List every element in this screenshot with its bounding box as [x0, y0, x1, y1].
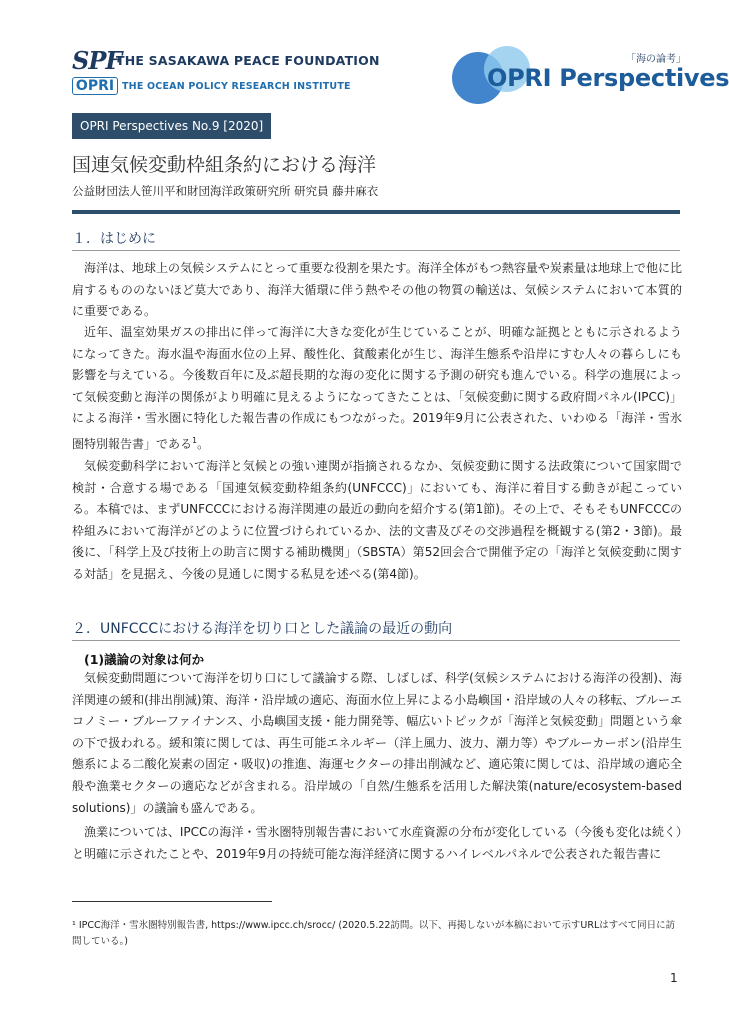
section-1-heading: １．はじめに: [72, 231, 156, 247]
footnote-1: ¹ IPCC海洋・雪氷圏特別報告書, https://www.ipcc.ch/srocc/ (2020.5.22訪問。以下、再掲しないが本稿において示すURLはすべて同日に訪問している。): [72, 920, 676, 947]
section-1-paragraph-2: [72, 322, 682, 456]
subsection-1-heading: (1)議論の対象は何か: [84, 652, 205, 667]
footnote-divider: [72, 901, 272, 902]
page-title: 国連気候変動枠組条約における海洋: [72, 154, 377, 176]
institute-name: THE OCEAN POLICY RESEARCH INSTITUTE: [122, 80, 351, 92]
issue-badge: OPRI Perspectives No.9 [2020]: [72, 113, 271, 139]
title-divider: [72, 210, 680, 214]
author-line: 公益財団法人笹川平和財団海洋政策研究所 研究員 藤井麻衣: [72, 184, 379, 198]
section-1-paragraph-1: 海洋は、地球上の気候システムにとって重要な役割を果たす。海洋全体がもつ熱容量や炭素量は地球上で他に比肩するもののないほど莫大であり、海洋大循環に伴う熱やその他の物質の輸送は、気候システムにおいて本質的に重要である。: [72, 261, 682, 319]
section-2-paragraph-2: 漁業については、IPCCの海洋・雪氷圏特別報告書において水産資源の分布が変化している（今後も変化は続く）と明確に示されたことや、2019年9月の持続可能な海洋経済に関するハイレベルパネルで公表された報告書に: [72, 825, 682, 861]
footnote-ref[interactable]: 1: [192, 435, 198, 445]
series-name: OPRI Perspectives: [487, 64, 729, 92]
spf-mark: SPF: [72, 46, 122, 75]
section-2-paragraph-1: 気候変動問題について海洋を切り口にして議論する際、しばしば、科学(気候システムにおける海洋の役割)、海洋関連の緩和(排出削減)策、海洋・沿岸域の適応、海面水位上昇による小島嶼国・沿岸域の人々の移転、ブルーエコノミー・ブルーファイナンス、小島嶼国支援・能力開発等、幅広いトピックが「海洋と気候変動」問題という傘の下で扱われる。緩和策に関しては、再生可能エネルギー（洋上風力、波力、潮力等）やブルーカーボン(沿岸生態系による二酸化炭素の固定・吸収)の推進、海運セクターの排出削減など、適応策に関しては、沿岸域の適応全般や漁業セクターの適応などが含まれる。沿岸域の「自然/生態系を活用した解決策(nature/ecosystem-based solutions)」の議論も盛んである。: [72, 671, 682, 815]
org-name: THE SASAKAWA PEACE FOUNDATION: [116, 53, 380, 68]
spf-logo: [72, 46, 380, 95]
opri-mark: OPRI: [72, 77, 118, 95]
paragraph-2-text: 近年、温室効果ガスの排出に伴って海洋に大きな変化が生じていることが、明確な証拠とともに示されるようになってきた。海水温や海面水位の上昇、酸性化、貧酸素化が生じ、海洋生態系や沿岸にすむ人々の暮らしにも影響を与えている。今後数百年に及ぶ超長期的な海の変化に関する予測の研究も進んでいる。科学の進展によって気候変動と海洋の関係がより明確に見えるようになってきたことは、「気候変動に関する政府間パネル(IPCC)」による海洋・雪氷圏に特化した報告書の作成にもつながった。2019年9月に公表された、いわゆる「海洋・雪氷圏特別報告書」である: [72, 325, 682, 451]
opri-perspectives-logo: [452, 42, 729, 102]
section-1-divider: [72, 250, 680, 251]
page-number: 1: [670, 971, 678, 985]
section-2-divider: [72, 640, 680, 641]
section-1-paragraph-3: 気候変動科学において海洋と気候との強い連関が指摘されるなか、気候変動に関する法政策について国家間で検討・合意する場である「国連気候変動枠組条約(UNFCCC)」においても、海洋に着目する動きが起こっている。本稿では、まずUNFCCCにおける海洋関連の最近の動向を紹介する(第1節)。その上で、そもそもUNFCCCの枠組みにおいて海洋がどのように位置づけられているか、法的文書及びその交渉過程を概観する(第2・3節)。最後に、「科学上及び技術上の助言に関する補助機関」（SBSTA）第52回会合で開催予定の「海洋と気候変動に関する対話」を見据え、今後の見通しに関する私見を述べる(第4節)。: [72, 459, 682, 581]
paragraph-2-end: 。: [197, 436, 210, 451]
series-kanji: 「海の論考」: [626, 54, 686, 65]
section-2-heading: ２．UNFCCCにおける海洋を切り口とした議論の最近の動向: [72, 621, 453, 637]
